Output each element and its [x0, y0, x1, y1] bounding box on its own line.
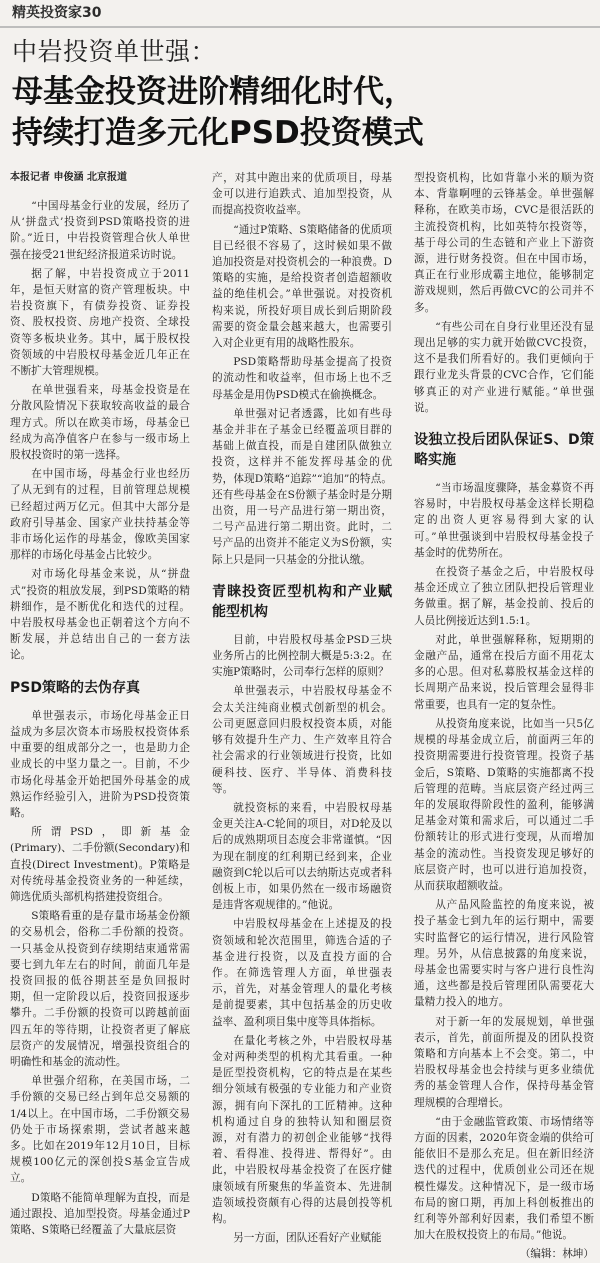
paragraph: “由于金融监管政策、市场情绪等方面的因素，2020年资金端的供给可能依旧不是那么充足。但在新旧经济迭代的过程中，优质创业公司还在规模性爆发。这种情况下，是一级市场布局的窗口期，再加上科创板推出的红利等外部利好因素，我们希望不断加大在股权投资上的布局。”他说。 [414, 1115, 594, 1242]
paragraph: “中国母基金行业的发展，经历了从‘拼盘式’投资到PSD策略投资的进阶。”近日，中岩投资管理合伙人单世强在接受21世纪经济报道采访时说。 [10, 200, 190, 261]
paragraph: 在单世强看来，母基金投资是在分散风险情况下获取较高收益的最合理方式。所以在欧美市场，母基金已经成为高净值客户在参与一级市场上股权投资时的第一选择。 [10, 384, 190, 462]
headline-line-2: 持续打造多元化PSD投资模式 [12, 115, 424, 151]
paragraph: 从产品风险监控的角度来说，被投子基金七到九年的运行期中，需要实时监督它的运行情况，进行风险管理。另外，从信息披露的角度来说，母基金也需要实时与客户进行良性沟通，这些都是投后管理团队需要花大量精力投入的地方。 [414, 899, 594, 1009]
column-2 [212, 170, 392, 1245]
paragraph: “当市场温度骤降，基金募资不再容易时，中岩股权母基金这样长期稳定的出资人更容易得到大家的认可。”单世强谈到中岩股权母基金投子基金时的优势所在。 [414, 482, 594, 559]
paragraph: 就投资标的来看，中岩股权母基金更关注A-C轮间的项目，对D轮及以后的成熟期项目态度会非常谨慎。“因为现在制度的红利期已经到来，企业融资到C轮以后可以去纳斯达克或者科创板上市，如果仍然在一级市场融资是违背客观规律的。”他说。 [212, 801, 392, 912]
paragraph: “通过P策略、S策略储备的优质项目已经很不容易了，这时候如果不做追加投资是对投资机会的一种浪费。D策略的实施，是给投资者创造超额收益的绝佳机会。”单世强说。对投资机构来说，所投好项目成长到后期阶段需要的资金量会越来越大，也需要引入对企业更有用的战略性股东。 [212, 223, 392, 350]
column-tag: 精英投资家30 [12, 5, 102, 21]
byline: 本报记者 申俊涵 北京报道 [10, 172, 127, 183]
article-body [10, 170, 594, 1261]
paragraph: “有些公司在自身行业里还没有显现出足够的实力就开始做CVC投资，这不是我们所看好的。我们更倾向于跟行业龙头背景的CVC合作，它们能够真正的对产业进行赋能。”单世强说。 [414, 320, 594, 414]
paragraph: 单世强表示，中岩股权母基金不会太关注纯商业模式创新型的机会。公司更愿意回归股权投资本质，对能够有效提升生产力、生产效率且符合社会需求的行业领域进行投资，比如硬科技、医疗、半导体、消费科技等。 [212, 685, 392, 795]
paragraph: 型投资机构，比如背靠小米的顺为资本、背靠啊哩的云锋基金。单世强解释称，在欧美市场，CVC是很活跃的主流投资机构，比如英特尔投资等，基于母公司的生态链和产业上下游资源，进行财务投资。但在中国市场，真正在行业形成霸主地位，能够制定游戏规则，然后再做CVC的公司并不多。 [414, 172, 594, 314]
paragraph: S策略看重的是存量市场基金份额的交易机会，俗称二手份额的投资。一只基金从投资到存续期结束通常需要七到九年左右的时间，前面几年是投资回报的低谷期甚至是负回报时期，但一定阶段以后，投资回报逐步攀升。二手份额的投资可以跨越前面四五年的等待期，让投资者更了解底层资产的发展情况，增强投资组合的明确性和基金的流动性。 [10, 910, 190, 1068]
paragraph: 在投资子基金之后，中岩股权母基金还成立了独立团队把投后管理业务做重。据了解，基金投前、投后的人员比例接近达到1.5:1。 [414, 566, 594, 627]
paragraph: 中岩股权母基金在上述提及的投资领域和轮次范围里，筛选合适的子基金进行投资，以及直投方面的合作。在筛选管理人方面，单世强表示，首先，对基金管理人的量化考核是前提要素，其中包括基金的历史收益率、盈利项目集中度等具体指标。 [212, 918, 392, 1028]
paragraph: 单世强表示，市场化母基金正日益成为多层次资本市场股权投资体系中重要的组成部分之一，也是助力企业成长的中坚力量之一。目前，不少市场化母基金开始把国外母基金的成熟运作经验引入，进阶为PSD投资策略。 [10, 709, 190, 819]
paragraph: D策略不能简单理解为直投，而是通过跟投、追加型投资。母基金通过P策略、S策略已经覆盖了大量底层资 [10, 1191, 190, 1236]
paragraph: 对此，单世强解释称，短期期的金融产品，通常在投后方面不用花太多的心思。但对私募股权基金这样的长周期产品来说，投后管理会显得非常重要，也具有一定的复杂性。 [414, 633, 594, 711]
column-3 [414, 170, 594, 1261]
paragraph: 目前，中岩股权母基金PSD三块业务所占的比例控制大概是5:3:2。在实施P策略时，公司奉行怎样的原则？ [212, 633, 392, 679]
paragraph: 单世强对记者透露，比如有些母基金并非在子基金已经覆盖项目群的基础上做直投，而是自建团队做独立投资，这样并不能发挥母基金的优势，体现D策略“追踪”“追加”的特点。还有些母基金在S份额子基金时是分期出资，用一号产品进行第一期出资，二号产品进行第二期出资。此时，二号产品的出资并不能定义为S份额，实际上只是同一只基金的分批认缴。 [212, 407, 392, 566]
paragraph: 在量化考核之外，中岩股权母基金对两种类型的机构尤其看重。一种是匠型投资机构，它的特点是在某些细分领域有极强的专业能力和产业资源，拥有向下深扎的工匠精神。这种机构通过自身的独特认知和圈层资源，对有潜力的初创企业能够“找得着、看得准、投得进、帮得好”。由此，中岩股权母基金投资了在医疗健康领域有所聚焦的华盖资本、先进制造领域投资颇有心得的达晨创投等机构。 [212, 1034, 392, 1225]
section-heading: 青睐投资匠型机构和产业赋能型机构 [212, 583, 392, 620]
headline-line-1: 母基金投资进阶精细化时代， [12, 74, 415, 110]
paragraph: 对市场化母基金来说，从“拼盘式”投资的粗放发展，到PSD策略的精耕细作，是不断优化和迭代的过程。中岩股权母基金也正朝着这个方向不断发展，并总结出自己的一套方法论。 [10, 568, 190, 662]
column-1 [10, 170, 190, 1236]
paragraph: 单世强介绍称，在美国市场，二手份额的交易已经占到年总交易额的1/4以上。在中国市场，二手份额交易仍处于市场探索期，尝试者越来越多。比如在2019年12月10日，目标规模100亿元的深创投S基金宣告成立。 [10, 1075, 190, 1185]
paragraph: 对于新一年的发展规划，单世强表示，首先，前面所提及的团队投资策略和方向基本上不会变。第二，中岩股权母基金也会持续与更多业绩优秀的基金管理人合作，保持母基金管理规模的合理增长。 [414, 1015, 594, 1109]
paragraph: 从投资角度来说，比如当一只5亿规模的母基金成立后，前面两三年的投资期需要进行投资管理。投资子基金后，S策略、D策略的实施都离不投后管理的范畴。当底层资产经过两三年的发展取得阶段性的盈利，能够满足基金对策和需求后，可以通过二手份额转让的形式进行变现，从而增加基金的流动性。当投资发现足够好的底层资产时，也可以进行追加投资，从而获取超额收益。 [414, 717, 594, 892]
paragraph: 另一方面，团队还看好产业赋能 [233, 1232, 382, 1245]
column-divider [0, 26, 600, 28]
article-headline [12, 72, 592, 154]
article-kicker: 中岩投资单世强： [12, 37, 217, 66]
section-heading: 设独立投后团队保证S、D策略实施 [414, 432, 594, 469]
paragraph: 据了解，中岩投资成立于2011年，是恒天财富的资产管理板块。中岩投资旗下，有债券投资、证券投资、股权投资、房地产投资、全球投资等多板块业务。其中，属于股权投资领域的中岩股权母基金近几年正在不断扩大管理规模。 [10, 267, 190, 378]
paragraph: 产，对其中跑出来的优质项目，母基金可以进行追跌式、追加型投资，从而提高投资收益率。 [212, 172, 392, 217]
paragraph: 在中国市场，母基金行业也经历了从无到有的过程，目前管理总规模已经超过两万亿元。但其中大部分是政府引导基金、国家产业扶持基金等非市场化运作的母基金，像欧美国家那样的市场化母基金占比较少。 [10, 468, 190, 562]
paragraph: PSD策略帮助母基金提高了投资的流动性和收益率，但市场上也不乏母基金是用伪PSD模式在偷换概念。 [212, 356, 392, 401]
editor-credit: （编辑：林坤） [519, 1248, 594, 1261]
section-heading: PSD策略的去伪存真 [10, 679, 140, 696]
paragraph: 所谓PSD，即新基金(Primary)、二手份额(Secondary)和直投(Direct Investment)。P策略是对传统母基金投资业务的一种延续，筛选优质头部机构搭建投资组合。 [10, 826, 190, 903]
